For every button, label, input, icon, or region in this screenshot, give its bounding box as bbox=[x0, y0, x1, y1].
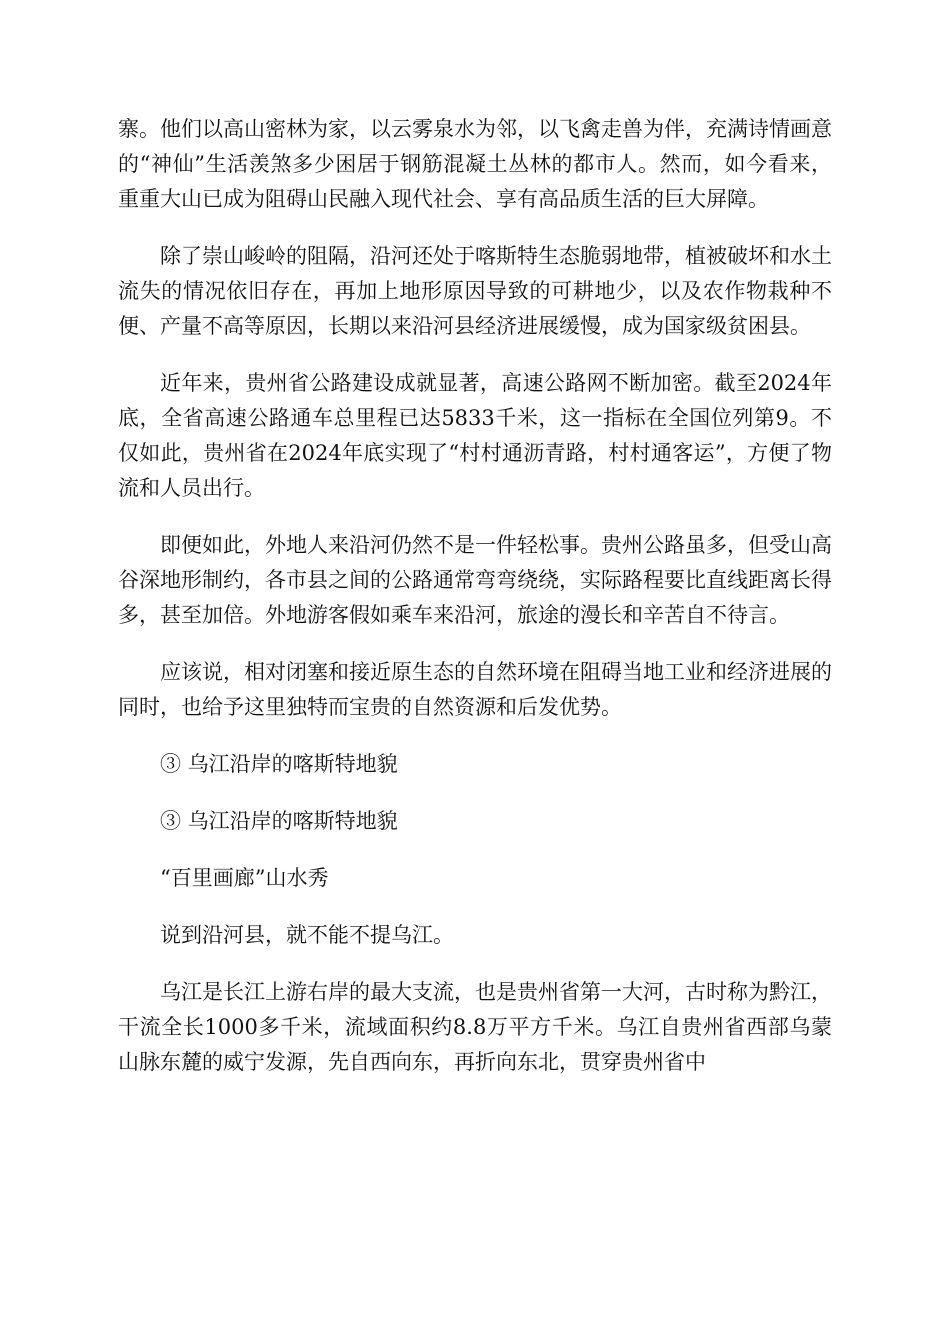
section-heading: “百里画廊”山水秀 bbox=[160, 866, 329, 890]
paragraph: 应该说，相对闭塞和接近原生态的自然环境在阻碍当地工业和经济进展的同时，也给予这里独特而宝贵的自然资源和后发优势。 bbox=[118, 660, 832, 719]
paragraph: 除了崇山峻岭的阻隔，沿河还处于喀斯特生态脆弱地带，植被破坏和水土流失的情况依旧存在，再加上地形原因导致的可耕地少，以及农作物栽种不便、产量不高等原因，长期以来沿河县经济进展缓慢，成为国家级贫困县。 bbox=[118, 244, 832, 338]
article-body bbox=[118, 112, 832, 1102]
paragraph: 说到沿河县，就不能不提乌江。 bbox=[160, 923, 454, 947]
paragraph: 近年来，贵州省公路建设成就显著，高速公路网不断加密。截至2024年底，全省高速公路通车总里程已达5833千米，这一指标在全国位列第9。不仅如此，贵州省在2024年底实现了“村村通沥青路，村村通客运”，方便了物流和人员出行。 bbox=[118, 371, 832, 500]
paragraph: 寨。他们以高山密林为家，以云雾泉水为邻，以飞禽走兽为伴，充满诗情画意的“神仙”生活羡煞多少困居于钢筋混凝土丛林的都市人。然而，如今看来，重重大山已成为阻碍山民融入现代社会、享有高品质生活的巨大屏障。 bbox=[118, 117, 832, 211]
figure-caption: ③ 乌江沿岸的喀斯特地貌 bbox=[160, 809, 398, 833]
figure-caption: ③ 乌江沿岸的喀斯特地貌 bbox=[160, 752, 398, 776]
paragraph: 乌江是长江上游右岸的最大支流，也是贵州省第一大河，古时称为黔江，干流全长1000多千米，流域面积约8.8万平方千米。乌江自贵州省西部乌蒙山脉东麓的威宁发源，先自西向东，再折向东北，贯穿贵州省中 bbox=[118, 980, 832, 1074]
paragraph: 即便如此，外地人来沿河仍然不是一件轻松事。贵州公路虽多，但受山高谷深地形制约，各市县之间的公路通常弯弯绕绕，实际路程要比直线距离长得多，甚至加倍。外地游客假如乘车来沿河，旅途的漫长和辛苦自不待言。 bbox=[118, 533, 832, 627]
